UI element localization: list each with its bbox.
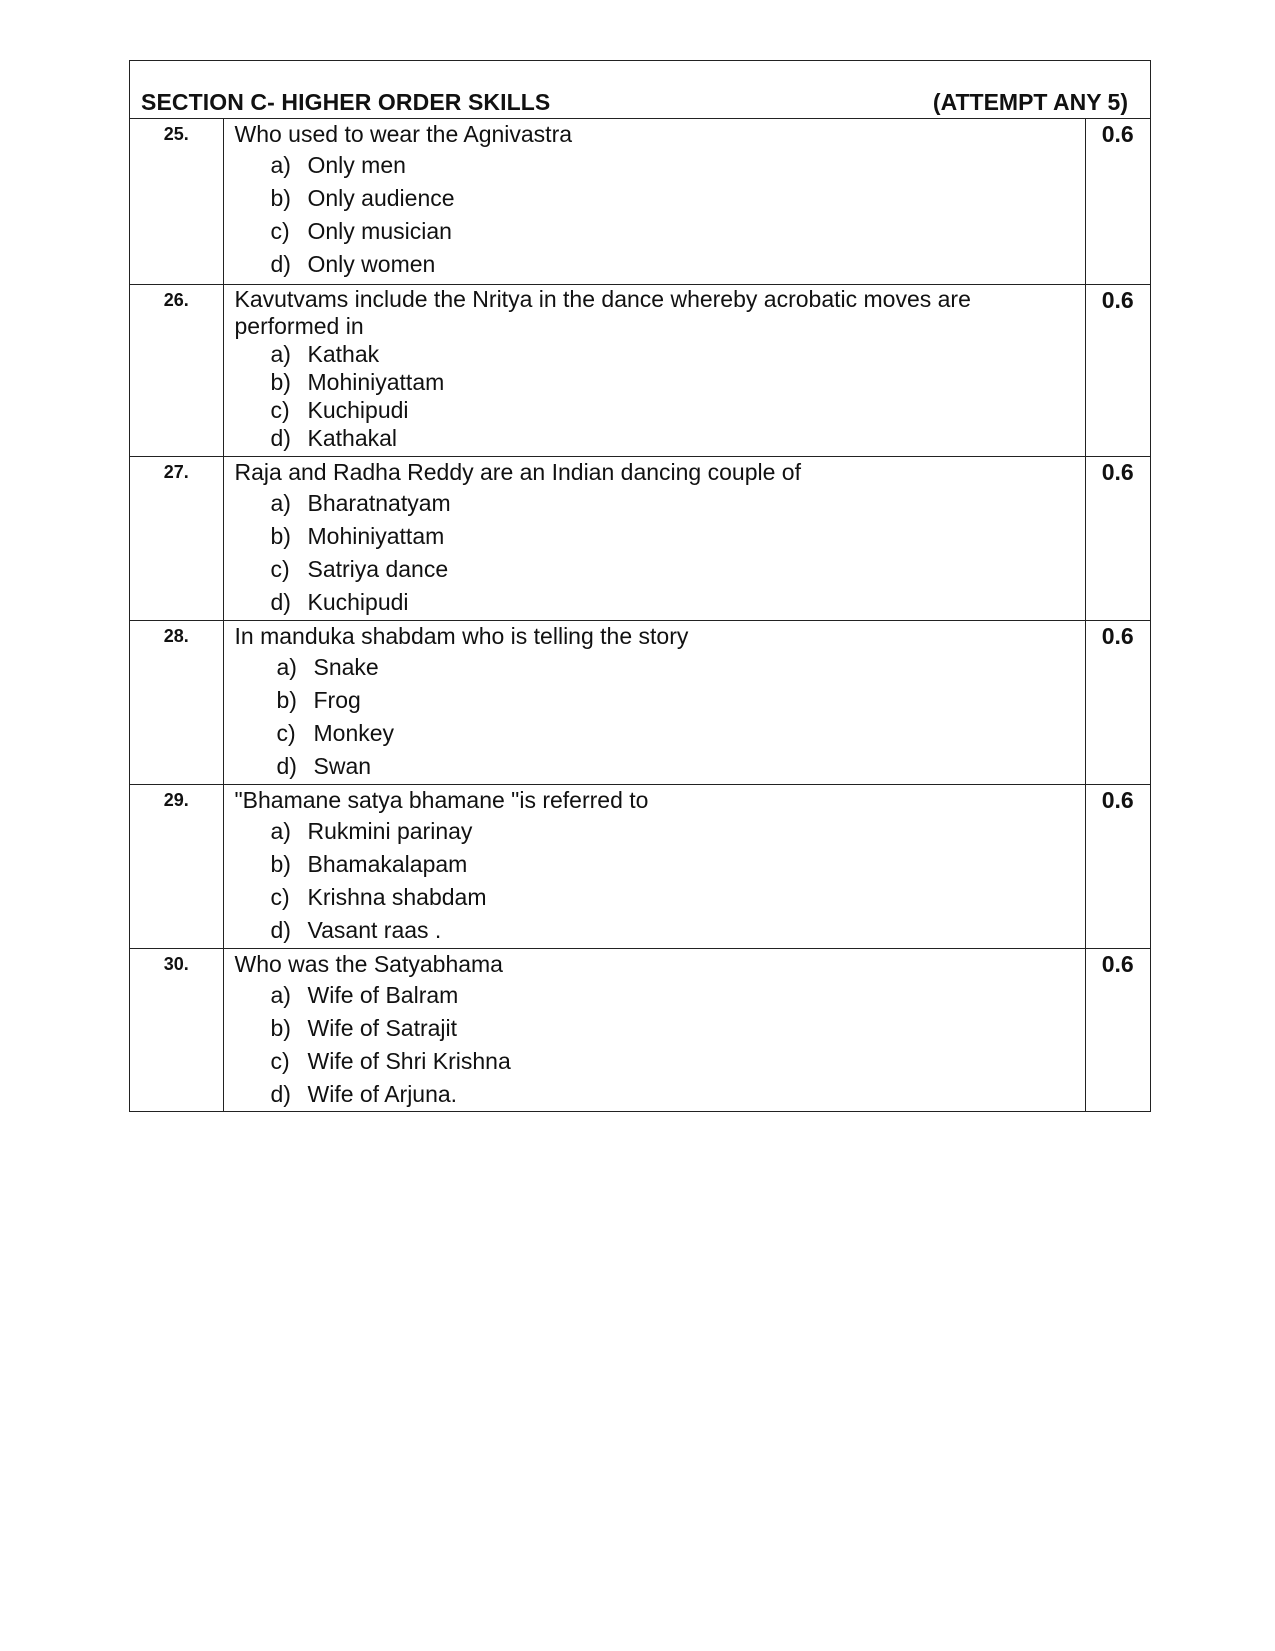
- option-b: [271, 368, 1075, 396]
- option-text: Kuchipudi: [307, 396, 409, 423]
- question-marks: 0.6: [1085, 784, 1150, 948]
- question-marks: 0.6: [1085, 620, 1150, 784]
- question-body: [223, 456, 1085, 620]
- question-body: [223, 119, 1085, 284]
- option-text: Only musician: [307, 218, 452, 244]
- option-a: [271, 651, 1075, 684]
- option-letter: a): [270, 152, 291, 178]
- option-letter: b): [270, 368, 291, 395]
- option-letter: c): [276, 719, 296, 746]
- option-a: [271, 149, 1075, 182]
- question-body: [223, 948, 1085, 1111]
- option-b: [271, 848, 1075, 881]
- question-row: [130, 620, 1150, 784]
- option-d: [271, 1078, 1075, 1111]
- question-number: 27.: [130, 456, 223, 620]
- question-text: Kavutvams include the Nritya in the dance whereby acrobatic moves are performed in: [234, 285, 971, 339]
- option-b: [271, 684, 1075, 717]
- option-letter: b): [270, 1014, 291, 1041]
- option-letter: d): [270, 916, 291, 943]
- option-b: [271, 520, 1075, 553]
- option-letter: c): [270, 1047, 290, 1074]
- option-text: Only men: [307, 152, 406, 178]
- option-c: [271, 717, 1075, 750]
- option-c: [271, 881, 1075, 914]
- option-text: Rukmini parinay: [307, 817, 473, 844]
- option-letter: c): [270, 883, 290, 910]
- option-text: Wife of Balram: [307, 981, 459, 1008]
- question-number: 26.: [130, 284, 223, 456]
- option-letter: b): [270, 522, 291, 549]
- option-text: Bhamakalapam: [307, 850, 468, 877]
- option-letter: d): [270, 251, 291, 277]
- option-a: [271, 815, 1075, 848]
- question-marks: 0.6: [1101, 121, 1134, 147]
- option-letter: a): [270, 817, 291, 844]
- option-d: [271, 586, 1075, 619]
- option-text: Swan: [313, 752, 372, 779]
- question-number: 25.: [130, 119, 223, 284]
- option-letter: c): [270, 396, 290, 423]
- option-d: [271, 750, 1075, 783]
- option-text: Only women: [307, 251, 436, 277]
- option-list: [235, 979, 1075, 1111]
- option-text: Satriya dance: [307, 555, 449, 582]
- question-number: 29.: [130, 784, 223, 948]
- option-text: Wife of Shri Krishna: [307, 1047, 511, 1074]
- question-text: Who used to wear the Agnivastra: [234, 121, 573, 147]
- question-marks: 0.6: [1085, 284, 1150, 456]
- option-letter: a): [276, 653, 297, 680]
- option-d: [271, 248, 1075, 281]
- question-row: [130, 784, 1150, 948]
- option-a: [271, 487, 1075, 520]
- option-text: Snake: [313, 653, 379, 680]
- option-letter: b): [276, 686, 297, 713]
- question-marks: 0.6: [1085, 948, 1150, 1111]
- questions-table: [130, 119, 1150, 1111]
- option-list: [235, 651, 1075, 783]
- option-letter: a): [270, 489, 291, 516]
- question-text: Who was the Satyabhama: [234, 950, 503, 977]
- option-text: Kathakal: [307, 424, 398, 451]
- option-b: [271, 182, 1075, 215]
- option-letter: c): [270, 555, 290, 582]
- question-text: Raja and Radha Reddy are an Indian dancing couple of: [234, 458, 801, 485]
- option-text: Bharatnatyam: [307, 489, 451, 516]
- section-instruction: (ATTEMPT ANY 5): [932, 89, 1128, 115]
- option-a: [271, 340, 1075, 368]
- option-letter: d): [270, 424, 291, 451]
- question-number: 30.: [130, 948, 223, 1111]
- option-text: Frog: [313, 686, 361, 713]
- question-row: [130, 284, 1150, 456]
- option-letter: d): [276, 752, 297, 779]
- question-body: [223, 620, 1085, 784]
- option-d: [271, 914, 1075, 947]
- question-row: [130, 948, 1150, 1111]
- option-text: Only audience: [307, 185, 455, 211]
- question-row: [130, 119, 1150, 284]
- option-c: [271, 1045, 1075, 1078]
- section-title: SECTION C- HIGHER ORDER SKILLS: [141, 89, 551, 115]
- question-number: 28.: [130, 620, 223, 784]
- question-text: In manduka shabdam who is telling the story: [234, 622, 689, 649]
- option-letter: d): [270, 1080, 291, 1107]
- option-d: [271, 424, 1075, 452]
- option-text: Wife of Satrajit: [307, 1014, 458, 1041]
- option-letter: a): [270, 340, 291, 367]
- option-c: [271, 396, 1075, 424]
- option-text: Monkey: [313, 719, 395, 746]
- question-body: [223, 284, 1085, 456]
- option-list: [235, 149, 1075, 281]
- question-body: [223, 784, 1085, 948]
- option-a: [271, 979, 1075, 1012]
- option-list: [235, 815, 1075, 947]
- question-marks: 0.6: [1085, 456, 1150, 620]
- question-sheet: [129, 60, 1151, 1112]
- option-letter: c): [270, 218, 290, 244]
- option-letter: a): [270, 981, 291, 1008]
- section-header: [130, 61, 1150, 119]
- option-list: [235, 487, 1075, 619]
- option-text: Wife of Arjuna.: [307, 1080, 458, 1107]
- option-text: Mohiniyattam: [307, 368, 445, 395]
- option-text: Mohiniyattam: [307, 522, 445, 549]
- option-b: [271, 1012, 1075, 1045]
- option-letter: b): [270, 850, 291, 877]
- option-text: Krishna shabdam: [307, 883, 487, 910]
- option-c: [271, 553, 1075, 586]
- option-text: Vasant raas .: [307, 916, 442, 943]
- option-text: Kuchipudi: [307, 588, 409, 615]
- option-text: Kathak: [307, 340, 380, 367]
- option-list: [235, 340, 1075, 452]
- option-letter: b): [270, 185, 291, 211]
- option-letter: d): [270, 588, 291, 615]
- question-text: "Bhamane satya bhamane "is referred to: [234, 786, 649, 813]
- question-row: [130, 456, 1150, 620]
- option-c: [271, 215, 1075, 248]
